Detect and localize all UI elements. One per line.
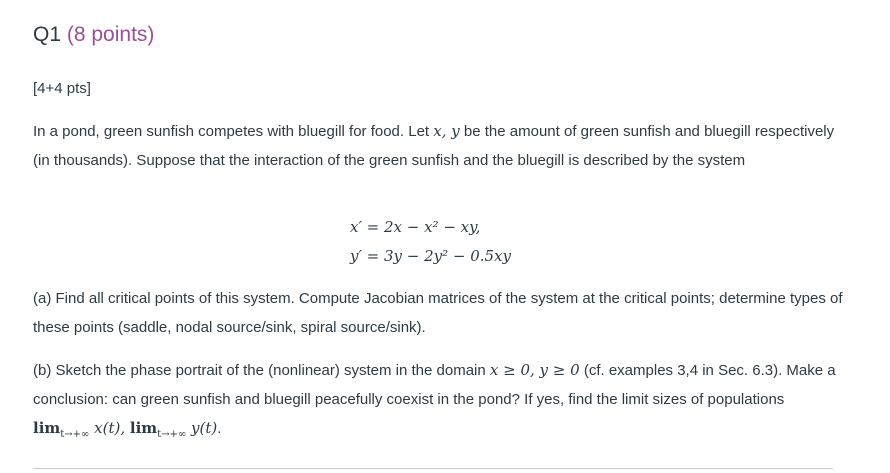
part-b-text-1: (b) Sketch the phase portrait of the (nonlinear) system in the domain	[33, 362, 490, 379]
part-b-text-3: .	[217, 420, 222, 437]
problem-statement	[33, 117, 843, 175]
intro-text-1: In a pond, green sunfish competes with bluegill for food. Let	[33, 123, 434, 140]
question-header	[33, 22, 154, 48]
system-equations	[350, 213, 511, 271]
part-b-domain-math: x ≥ 0, y ≥ 0	[489, 361, 580, 379]
intro-text-2: be the amount of green sunfish and bluegill respectively (in thousands). Suppose that the interaction of the green sunfish and the bluegill is described by the system	[33, 123, 835, 169]
limit-expression-x: x(t),	[89, 419, 130, 437]
equation-x-prime: x′ = 2x − x² − xy,	[350, 218, 481, 236]
intro-math-variables: x, y	[433, 122, 460, 140]
question-title: Q1	[33, 23, 62, 46]
part-b-text	[33, 356, 843, 445]
bottom-divider	[33, 468, 833, 469]
limit-operator-x: lim	[33, 419, 61, 437]
limit-subscript-y: t→+∞	[157, 429, 187, 440]
part-b-text-2: (cf. examples 3,4 in Sec. 6.3). Make a conclusion: can green sunfish and bluegill peacefully coexist in the pond? If yes, find the limit sizes of populations	[33, 362, 836, 408]
limit-operator-y: lim	[129, 419, 158, 437]
points-breakdown: [4+4 pts]	[33, 80, 91, 97]
part-a-text: (a) Find all critical points of this system. Compute Jacobian matrices of the system at the critical points; determine types of these points (saddle, nodal source/sink, spiral source/sink).	[33, 290, 843, 336]
limit-expression-y: y(t)	[186, 419, 218, 437]
equation-y-prime: y′ = 3y − 2y² − 0.5xy	[350, 247, 512, 265]
question-points: (8 points)	[66, 23, 155, 46]
limit-subscript-x: t→+∞	[60, 429, 90, 440]
